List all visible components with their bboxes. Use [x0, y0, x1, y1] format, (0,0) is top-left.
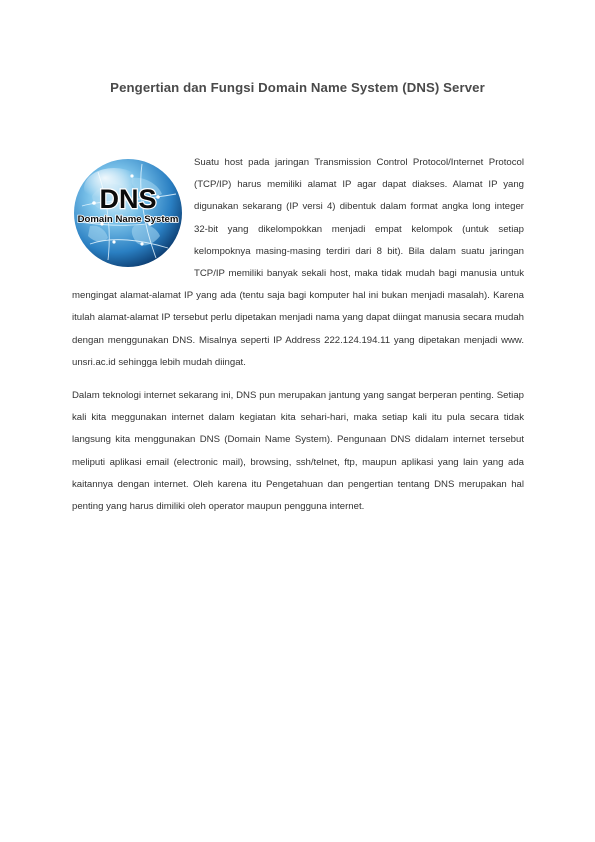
paragraph-1: Suatu host pada jaringan Transmission Control Protocol/Internet Protocol (TCP/IP) harus memiliki alamat IP agar dapat diakses. Alamat IP yang digunakan sekarang (IP versi 4) dibentuk dalam format angka long integer 32-bit yang dikelompokkan menjadi empat kelompok (untuk setiap kelompoknya masing-masing terdiri dari 8 bit). Bila dalam suatu jaringan TCP/IP memiliki banyak sekali host, maka tidak mudah bagi manusia untuk mengingat alamat-alamat IP yang ada (tentu saja bagi komputer hal ini bukan menjadi masalah). Karena itulah alamat-alamat IP tersebut perlu dipetakan menjadi nama yang dapat diingat manusia secara mudah dengan menggunakan DNS. Misalnya seperti IP Address 222.124.194.11 yang dipetakan menjadi www. unsri.ac.id sehingga lebih mudah diingat. [72, 157, 524, 368]
globe-network-icon [72, 156, 184, 270]
dns-logo-image [72, 156, 184, 270]
logo-small-text: Domain Name System [77, 214, 179, 225]
paragraph-2: Dalam teknologi internet sekarang ini, DNS pun merupakan jantung yang sangat berperan penting. Setiap kali kita meggunakan internet dalam kegiatan kita sehari-hari, maka setiap kali itu pula secara tidak langsung kita menggunakan DNS (Domain Name System). Pengunaan DNS didalam internet tersebut meliputi aplikasi email (electronic mail), browsing, ssh/telnet, ftp, maupun aplikasi yang lain yang ada kaitannya dengan internet. Oleh karena itu Pengetahuan dan pengertian tentang DNS merupakan hal penting yang harus dimiliki oleh operator maupun pengguna internet. [72, 390, 524, 513]
logo-big-text: DNS [99, 184, 157, 214]
article-body [72, 152, 524, 518]
page-title: Pengertian dan Fungsi Domain Name System (DNS) Server [110, 80, 485, 95]
